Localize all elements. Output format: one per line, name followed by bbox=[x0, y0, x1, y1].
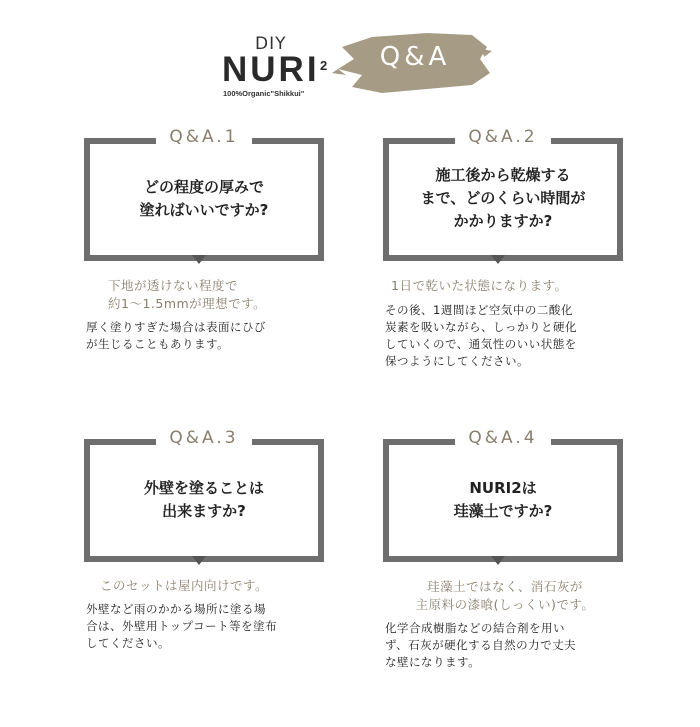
down-arrow-icon bbox=[192, 556, 206, 565]
body-line: その後、1週間ほど空気中の二酸化 bbox=[385, 303, 573, 317]
question-line: まで、どのくらい時間が bbox=[420, 189, 586, 207]
body-line: 厚く塗りすぎた場合は表面にひび bbox=[86, 320, 266, 334]
highlight-line: 1日で乾いた状態になります。 bbox=[391, 278, 568, 293]
logo-nuri: NURI bbox=[222, 50, 320, 89]
answer-body bbox=[86, 319, 266, 353]
question-text bbox=[389, 477, 617, 523]
body-line: 外壁など雨のかかる場所に塗る場 bbox=[86, 602, 266, 616]
highlight-line: このセットは屋内向けです。 bbox=[100, 578, 269, 593]
body-line: 合は、外壁用トップコート等を塗布 bbox=[86, 619, 278, 633]
qa-label: Q&A.4 bbox=[455, 427, 551, 449]
logo-superscript: 2 bbox=[320, 58, 328, 73]
question-line: 塗ればいいですか? bbox=[139, 201, 269, 219]
body-line: 保つようにしてください。 bbox=[385, 354, 529, 368]
body-line: 炭素を吸いながら、しっかりと硬化 bbox=[385, 320, 577, 334]
answer-body bbox=[385, 302, 577, 370]
body-line: してください。 bbox=[86, 636, 170, 650]
question-line: 出来ますか? bbox=[162, 502, 246, 520]
body-line: ず、石灰が硬化する自然の力で丈夫 bbox=[385, 638, 577, 652]
body-line: 化学合成樹脂などの結合剤を用い bbox=[385, 621, 565, 635]
question-line: どの程度の厚みで bbox=[143, 178, 264, 196]
qa-card-2 bbox=[383, 126, 683, 426]
header bbox=[0, 0, 700, 110]
body-line: が生じることもあります。 bbox=[86, 337, 230, 351]
qa-card-4 bbox=[383, 427, 683, 727]
question-line: 施工後から乾燥する bbox=[435, 166, 571, 184]
question-text bbox=[389, 164, 617, 233]
down-arrow-icon bbox=[491, 556, 505, 565]
question-text bbox=[90, 176, 318, 222]
logo-diy: DIY bbox=[255, 34, 287, 54]
page-title: Q&A bbox=[379, 42, 451, 72]
answer-highlight bbox=[100, 577, 268, 595]
answer-highlight bbox=[108, 277, 266, 313]
down-arrow-icon bbox=[192, 255, 206, 264]
question-line: NURI2は bbox=[469, 479, 537, 497]
qa-card-1 bbox=[84, 126, 384, 426]
qa-label: Q&A.1 bbox=[156, 126, 252, 148]
qa-label: Q&A.3 bbox=[156, 427, 252, 449]
highlight-line: 珪藻土ではなく、消石灰が bbox=[427, 579, 583, 594]
body-line: していくので、通気性のいい状態を bbox=[385, 337, 577, 351]
logo-tagline: 100%Organic"Shikkui" bbox=[223, 89, 305, 98]
down-arrow-icon bbox=[491, 255, 505, 264]
answer-highlight bbox=[391, 277, 567, 295]
question-text bbox=[90, 477, 318, 523]
highlight-line: 主原料の漆喰(しっくい)です。 bbox=[415, 597, 595, 612]
qa-label: Q&A.2 bbox=[455, 126, 551, 148]
question-line: 外壁を塗ることは bbox=[143, 479, 264, 497]
qa-card-3 bbox=[84, 427, 384, 727]
body-line: な壁になります。 bbox=[385, 655, 481, 669]
question-line: 珪藻土ですか? bbox=[453, 502, 553, 520]
answer-highlight bbox=[391, 578, 619, 614]
highlight-line: 約1〜1.5mmが理想です。 bbox=[108, 296, 267, 311]
question-line: かかりますか? bbox=[453, 212, 553, 230]
answer-body bbox=[385, 620, 576, 671]
highlight-line: 下地が透けない程度で bbox=[108, 278, 239, 293]
answer-body bbox=[86, 601, 277, 652]
